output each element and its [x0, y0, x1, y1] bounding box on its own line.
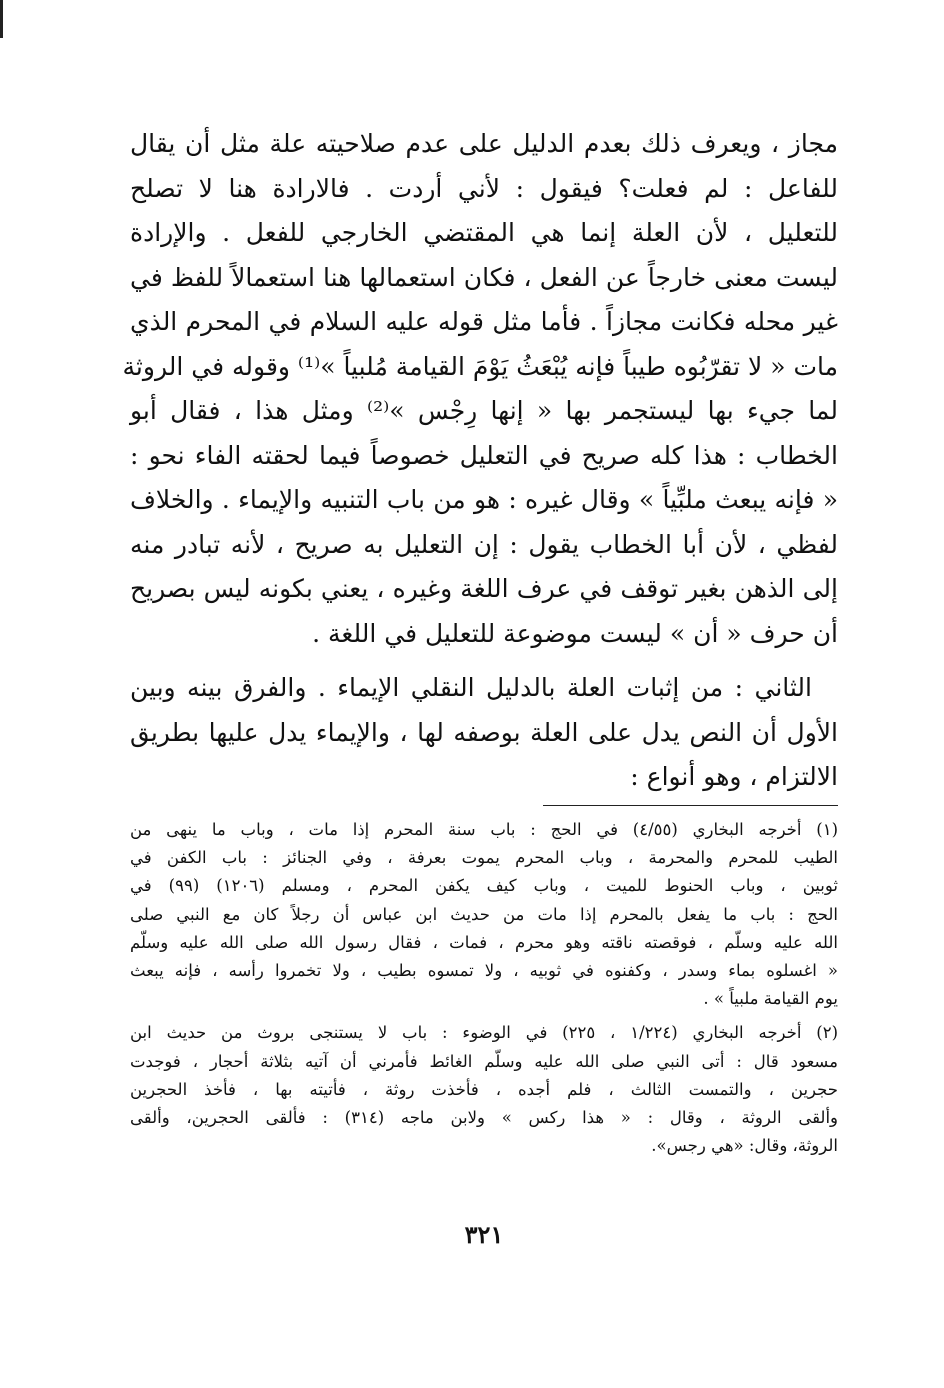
- page-number: ٣٢١: [464, 1220, 504, 1249]
- text-line: الأول أن النص يدل على العلة بوصفه لها ، والإيماء يدل عليها بطريق: [130, 717, 838, 747]
- text-line: « فإنه يبعث ملبِّياً » وقال غيره : هو من باب التنبيه والإيماء . والخلاف: [130, 485, 838, 514]
- text-line: مجاز ، ويعرف ذلك بعدم الدليل على عدم صلاحيته علة مثل أن يقال: [130, 129, 838, 158]
- footnote-line: (١) أخرجه البخاري (٤/٥٥) في الحج : باب سنة المحرم إذا مات ، وباب ما ينهى من: [130, 820, 838, 839]
- footnote-line: الطيب للمحرم والمحرمة ، وباب المحرم يموت بعرفة ، وفي الجنائز : باب الكفن في: [130, 848, 838, 868]
- footnote-line: يوم القيامة ملبياً » .: [703, 989, 838, 1009]
- text-line: أن حرف « أن » ليست موضوعة للتعليل في اللغة .: [312, 618, 838, 648]
- text-line: ليست معنى خارجاً عن الفعل ، فكان استعمالها هنا استعمالاً للفظ في: [130, 262, 838, 292]
- main-text: [122, 122, 838, 800]
- footnote-line: « اغسلوه بماء وسدر ، وكفنوه في ثوبيه ، ولا تمسوه بطيب ، ولا تخمروا رأسه ، فإنه يبعث: [130, 960, 838, 980]
- paragraph-2: [130, 666, 838, 800]
- text-line: للفاعل : لم فعلت؟ فيقول : لأني أردت . فالارادة هنا لا تصلح: [130, 173, 838, 203]
- footnote-line: الحج : باب ما يفعل بالمحرم إذا مات من حديث ابن عباس أن رجلاً كان مع النبي صلى: [130, 904, 838, 924]
- scan-edge-mark: [0, 0, 3, 38]
- footnote-separator: [543, 805, 838, 806]
- text-line: للتعليل ، لأن العلة إنما هي المقتضي الخارجي للفعل . والإرادة: [130, 218, 838, 247]
- text-line: الثاني : من إثبات العلة بالدليل النقلي الإيماء . والفرق بينه وبين: [130, 673, 812, 702]
- text-line: مات « لا تقرّبُوه طيباً فإنه يُبْعَثُ يَوْمَ القيامة مُلبياً »⁽¹⁾ وقوله في الروثة: [122, 351, 838, 381]
- text-line: الخطاب : هذا كله صريح في التعليل خصوصاً فيما لحقته الفاء نحو :: [130, 440, 838, 470]
- footnote-2: [130, 1019, 838, 1160]
- paragraph-1: [122, 122, 838, 656]
- footnote-line: الله عليه وسلّم ، فوقصته ناقته وهو محرم ، فمات ، فقال رسول الله صلى الله عليه وسلّم: [130, 932, 838, 952]
- book-page: [122, 122, 839, 1249]
- text-line: إلى الذهن بغير توقف في عرف اللغة وغيره ، يعني بكونه ليس بصريح: [130, 574, 838, 603]
- footnote-line: مسعود قال : أتى النبي صلى الله عليه وسلّم الغائط فأمرني أن آتيه بثلاثة أحجار ، فوجدت: [130, 1051, 838, 1071]
- footnote-line: (٢) أخرجه البخاري (١/٢٢٤ ، ٢٢٥) في الوضوء : باب لا يستنجى بروث من حديث ابن: [130, 1023, 838, 1043]
- footnote-1: [130, 816, 838, 1013]
- text-line: غير محله فكانت مجازاً . فأما مثل قوله عليه السلام في المحرم الذي: [130, 307, 838, 336]
- footnotes: [130, 816, 838, 1160]
- footnote-line: حجرين ، والتمست الثالث ، فلم أجده ، فأخذت روثة ، فأتيته بها ، فأخذ الحجرين: [130, 1079, 838, 1099]
- text-line: الالتزام ، وهو أنواع :: [630, 762, 838, 791]
- footnote-line: الروثة، وقال: «هي رجس».: [651, 1136, 838, 1156]
- footnote-line: وألقى الروثة ، وقال : « هذا ركس » ولابن ماجه (٣١٤) : فألقى الحجرين، وألقى: [130, 1107, 839, 1127]
- footnote-line: ثوبين ، وباب الحنوط للميت ، وباب كيف يكفن المحرم ، ومسلم (١٢٠٦) (٩٩) في: [130, 876, 838, 896]
- text-line: لما جيء بها ليستجمر بها « إنها رِجْس »⁽²⁾ ومثل هذا ، فقال أبو: [130, 396, 838, 425]
- text-line: لفظي ، لأن أبا الخطاب يقول : إن التعليل به صريح ، لأنه تبادر منه: [130, 529, 838, 559]
